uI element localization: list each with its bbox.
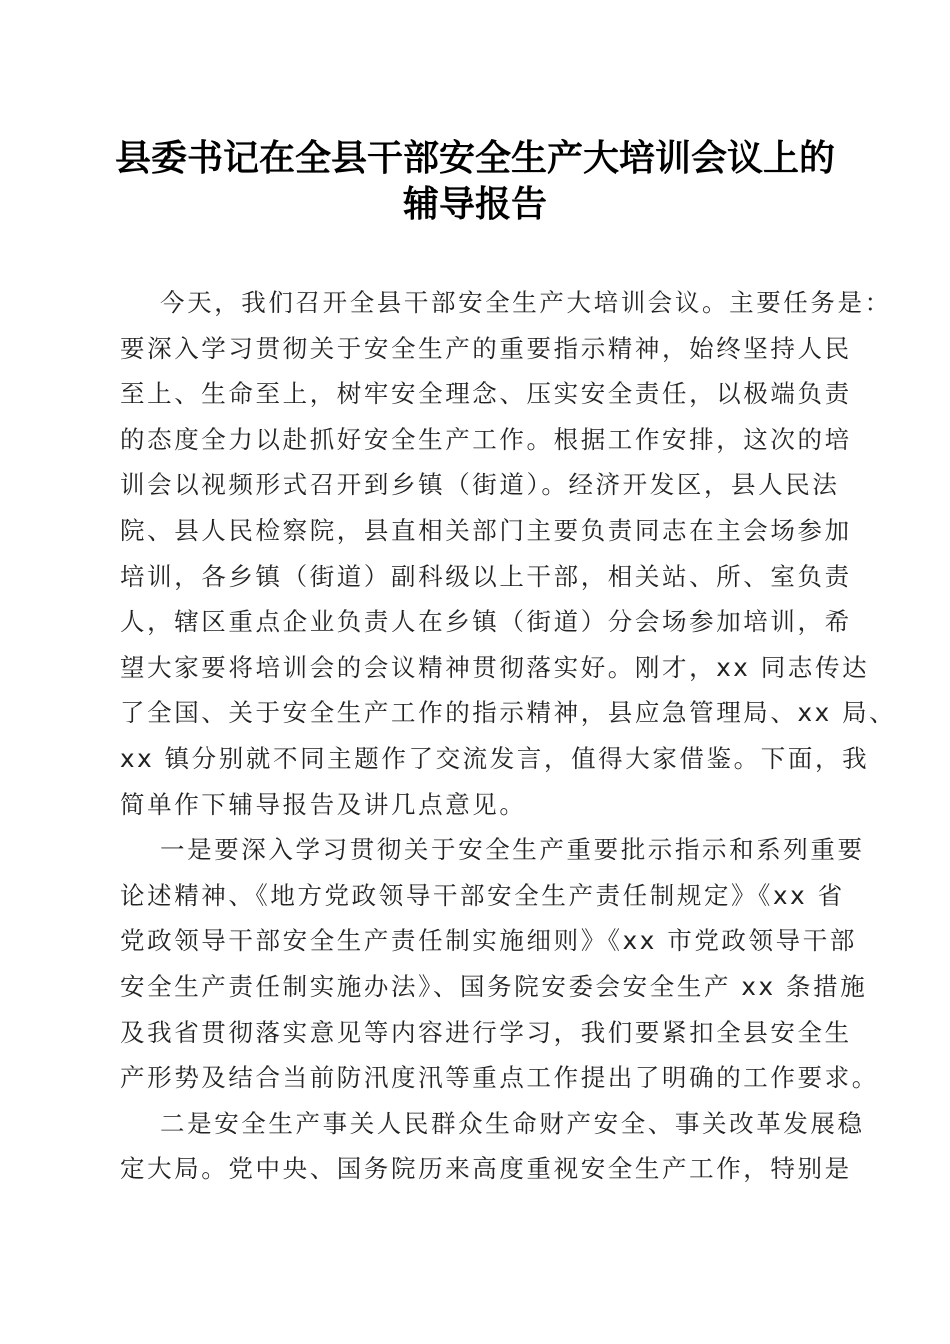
paragraph — [120, 1101, 865, 1192]
text-line: 定大局。党中央、国务院历来高度重视安全生产工作，特别是 — [120, 1154, 852, 1184]
paragraph — [120, 827, 879, 1101]
text-line: 要深入学习贯彻关于安全生产的重要指示精神，始终坚持人民 — [120, 333, 852, 363]
text-line: 至上、生命至上，树牢安全理念、压实安全责任，以极端负责 — [120, 379, 852, 409]
text-line: 今天，我们召开全县干部安全生产大培训会议。主要任务是： — [160, 288, 892, 317]
text-line: 院、县人民检察院，县直相关部门主要负责同志在主会场参加 — [120, 515, 852, 545]
text-line: 论述精神、《地方党政领导干部安全生产责任制规定》《xx 省 — [120, 880, 845, 910]
text-line: 望大家要将培训会的会议精神贯彻落实好。刚才，xx 同志传达 — [120, 652, 870, 682]
text-line: 训会以视频形式召开到乡镇（街道）。经济开发区，县人民法 — [120, 470, 840, 500]
text-line: 产形势及结合当前防汛度汛等重点工作提出了明确的工作要求。 — [120, 1063, 879, 1093]
text-line: 培训，各乡镇（街道）副科级以上干部，相关站、所、室负责 — [120, 561, 852, 591]
text-line: 了全国、关于安全生产工作的指示精神，县应急管理局、xx 局、 — [120, 698, 897, 728]
document-title-line-2: 辅导报告 — [402, 183, 547, 225]
text-line: 的态度全力以赴抓好安全生产工作。根据工作安排，这次的培 — [120, 424, 852, 454]
text-line: 安全生产责任制实施办法》、国务院安委会安全生产 xx 条措施 — [120, 971, 868, 1001]
text-line: 一是要深入学习贯彻关于安全生产重要批示指示和系列重要 — [160, 835, 865, 865]
text-line: 二是安全生产事关人民群众生命财产安全、事关改革发展稳 — [160, 1108, 865, 1138]
document-body — [120, 280, 897, 1192]
text-line: xx 镇分别就不同主题作了交流发言，值得大家借鉴。下面，我 — [120, 743, 870, 773]
text-line: 简单作下辅导报告及讲几点意见。 — [120, 789, 527, 819]
text-line: 人，辖区重点企业负责人在乡镇（街道）分会场参加培训，希 — [120, 607, 852, 637]
paragraph — [120, 280, 897, 827]
text-line: 及我省贯彻落实意见等内容进行学习，我们要紧扣全县安全生 — [120, 1017, 852, 1047]
text-line: 党政领导干部安全生产责任制实施细则》《xx 市党政领导干部 — [120, 926, 857, 956]
document-title-line-1: 县委书记在全县干部安全生产大培训会议上的 — [114, 137, 835, 179]
